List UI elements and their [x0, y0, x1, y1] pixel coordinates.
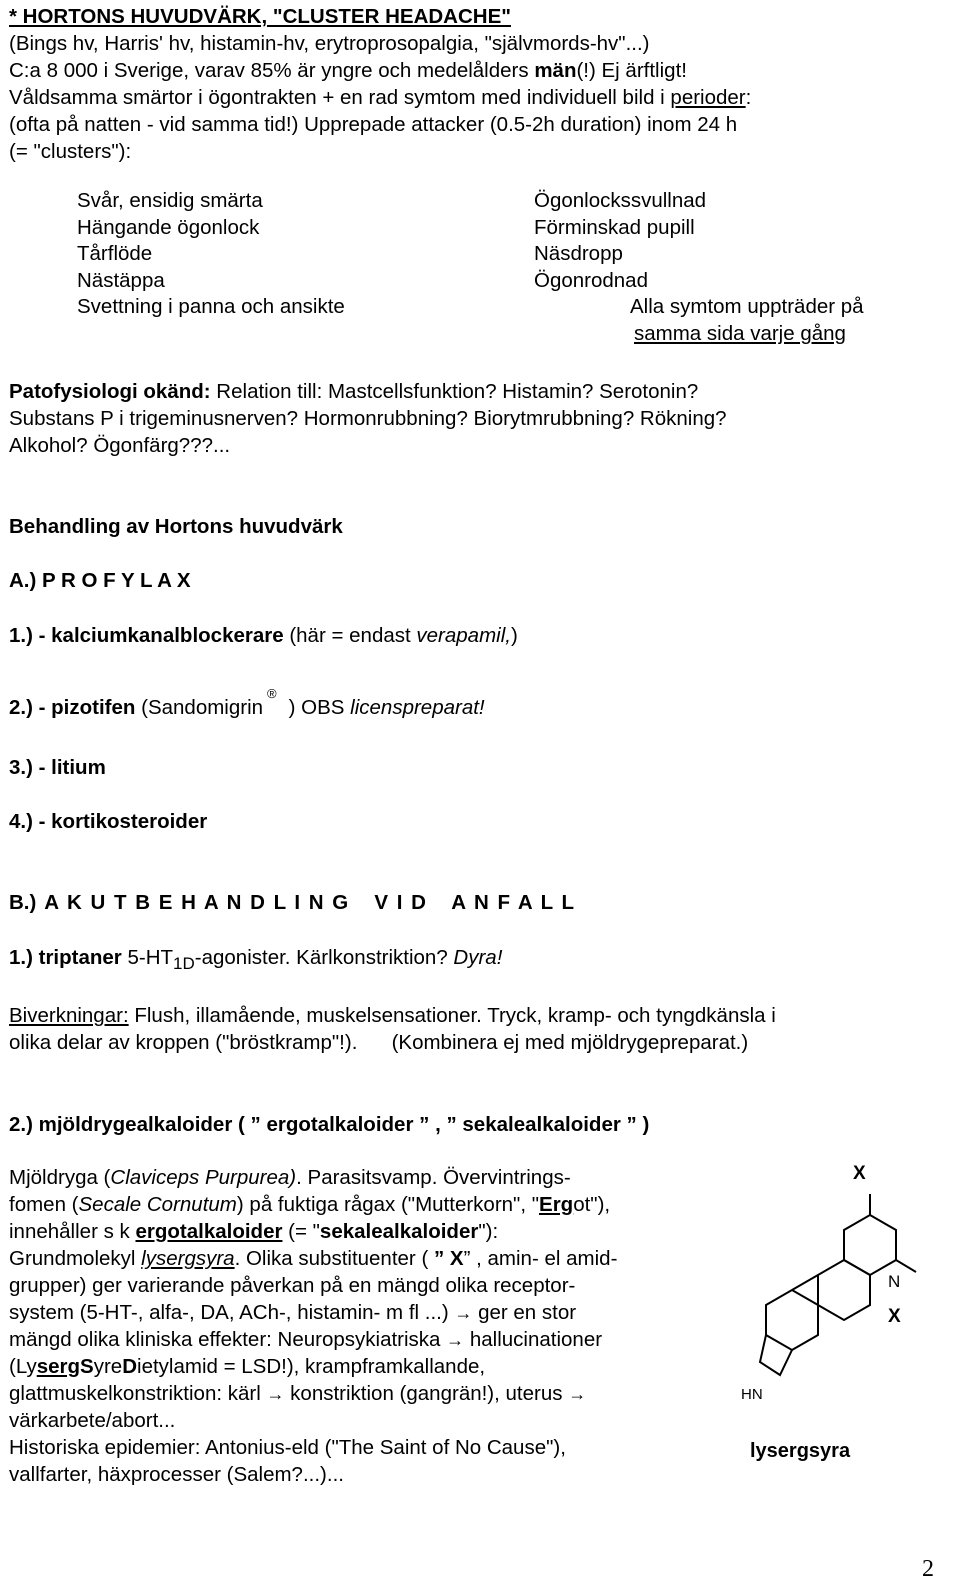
prophylaxis-item-4: 4.) - kortikosteroider	[9, 810, 208, 833]
substituent-x-right: X	[888, 1306, 901, 1327]
registered-mark: ®	[267, 686, 277, 701]
arrow-right-icon: →	[446, 1330, 465, 1350]
patofysiologi-line-2: Substans P i trigeminusnerven? Hormonrubbning? Biorytmrubbning? Rökning?	[9, 407, 727, 430]
ergot-text-10: värkarbete/abort...	[9, 1409, 176, 1432]
ring-a	[766, 1290, 818, 1350]
lysergic-acid-structure	[720, 1180, 920, 1410]
patofysiologi-line-3: Alkohol? Ögonfärg???...	[9, 434, 231, 457]
ergot-text-6: system (5-HT-, alfa-, DA, ACh-, histamin- m fl ...) → ger en stor	[9, 1301, 577, 1324]
side-effects-label: Biverkningar:	[9, 1004, 129, 1027]
symptom-item: Ögonlockssvullnad	[534, 189, 707, 212]
ergot-text-5: grupper) ger varierande påverkan på en mängd olika receptor-	[9, 1274, 576, 1297]
arrow-right-icon: →	[454, 1303, 473, 1323]
ring-c	[818, 1260, 870, 1320]
ergot-text-9: glattmuskelkonstriktion: kärl → konstriktion (gangrän!), uterus →	[9, 1382, 587, 1405]
ring-d	[844, 1215, 896, 1275]
ergot-text-4: Grundmolekyl lysergsyra. Olika substituenter ( ” X” , amin- el amid-	[9, 1247, 618, 1270]
treatment-heading: Behandling av Hortons huvudvärk	[9, 515, 343, 538]
acute-treatment-heading: B.) A K U T B E H A N D L I N G V I D A N F A L L	[9, 891, 575, 914]
nitrogen-label: N	[888, 1272, 901, 1291]
symptom-item: Tårflöde	[77, 242, 153, 265]
prophylaxis-item-3: 3.) - litium	[9, 756, 106, 779]
ergot-text-3: innehåller s k ergotalkaloider (= "sekalealkaloider"):	[9, 1220, 499, 1243]
symptom-intro-line: Våldsamma smärtor i ögontrakten + en rad symtom med individuell bild i perioder:	[9, 86, 752, 109]
prophylaxis-heading: A.) P R O F Y L A X	[9, 569, 191, 592]
ergot-text-11: Historiska epidemier: Antonius-eld ("The Saint of No Cause"),	[9, 1436, 566, 1459]
ergot-text-2: fomen (Secale Cornutum) på fuktiga rågax ("Mutterkorn", "Ergot"),	[9, 1193, 611, 1216]
symptom-item: Näsdropp	[534, 242, 623, 265]
same-side-note-underlined: samma sida varje gång	[634, 322, 846, 345]
ergot-text-8: (LysergSyreDietylamid = LSD!), krampframkallande,	[9, 1355, 486, 1378]
same-side-note: Alla symtom uppträder på	[630, 295, 864, 318]
symptom-item: Hängande ögonlock	[77, 215, 260, 239]
page-number: 2	[922, 1556, 934, 1582]
patofysiologi-label: Patofysiologi okänd:	[9, 380, 211, 403]
ergot-text-12: vallfarter, häxprocesser (Salem?...)...	[9, 1463, 344, 1486]
arrow-right-icon: →	[266, 1384, 285, 1404]
arrow-right-icon: →	[568, 1384, 587, 1404]
ergot-text-7: mängd olika kliniska effekter: Neuropsykiatriska → hallucinationer	[9, 1328, 603, 1351]
alt-names-line: (Bings hv, Harris' hv, histamin-hv, erytroprosopalgia, "självmords-hv"...)	[9, 32, 650, 55]
ergot-text-1: Mjöldryga (Claviceps Purpurea). Parasitsvamp. Övervintrings-	[9, 1166, 571, 1189]
molecule-caption: lysergsyra	[750, 1440, 851, 1462]
prophylaxis-item-1: 1.) - kalciumkanalblockerare (här = endast verapamil,)	[9, 624, 518, 647]
hn-label: HN	[741, 1386, 763, 1403]
symptom-item: Svår, ensidig smärta	[77, 189, 263, 212]
acute-item-1: 1.) triptaner $5-HT_{1D}$-agonister. Kärlkonstriktion? Dyra!	[9, 946, 503, 973]
attack-timing-line: (ofta på natten - vid samma tid!) Upprepade attacker (0.5-2h duration) inom 24 h	[9, 113, 738, 136]
patofysiologi-line-1: Patofysiologi okänd: Relation till: Mastcellsfunktion? Histamin? Serotonin?	[9, 380, 699, 403]
prophylaxis-item-2: 2.) - pizotifen (Sandomigrin®) OBS licenspreparat!	[9, 686, 485, 719]
symptom-item: Förminskad pupill	[534, 215, 695, 239]
page-title: * HORTONS HUVUDVÄRK, "CLUSTER HEADACHE"	[9, 5, 511, 28]
symptoms-left-list	[77, 188, 345, 321]
symptom-item: Ögonrodnad	[534, 268, 648, 292]
ergot-heading: 2.) mjöldrygealkaloider ( ” ergotalkaloider ” , ” sekalealkaloider ” )	[9, 1113, 650, 1136]
prevalence-line: C:a 8 000 i Sverige, varav 85% är yngre och medelålders män(!) Ej ärftligt!	[9, 59, 687, 82]
symptoms-right-list	[534, 188, 706, 294]
side-effects-line-2: olika delar av kroppen ("bröstkramp"!). (Kombinera ej med mjöldrygepreparat.)	[9, 1031, 749, 1054]
symptom-item: Nästäppa	[77, 268, 165, 292]
substituent-x-top: X	[853, 1163, 866, 1184]
side-effects-line-1: Biverkningar: Flush, illamående, muskelsensationer. Tryck, kramp- och tyngdkänsla i	[9, 1004, 776, 1027]
symptom-item: Svettning i panna och ansikte	[77, 295, 345, 318]
clusters-line: (= "clusters"):	[9, 140, 132, 163]
